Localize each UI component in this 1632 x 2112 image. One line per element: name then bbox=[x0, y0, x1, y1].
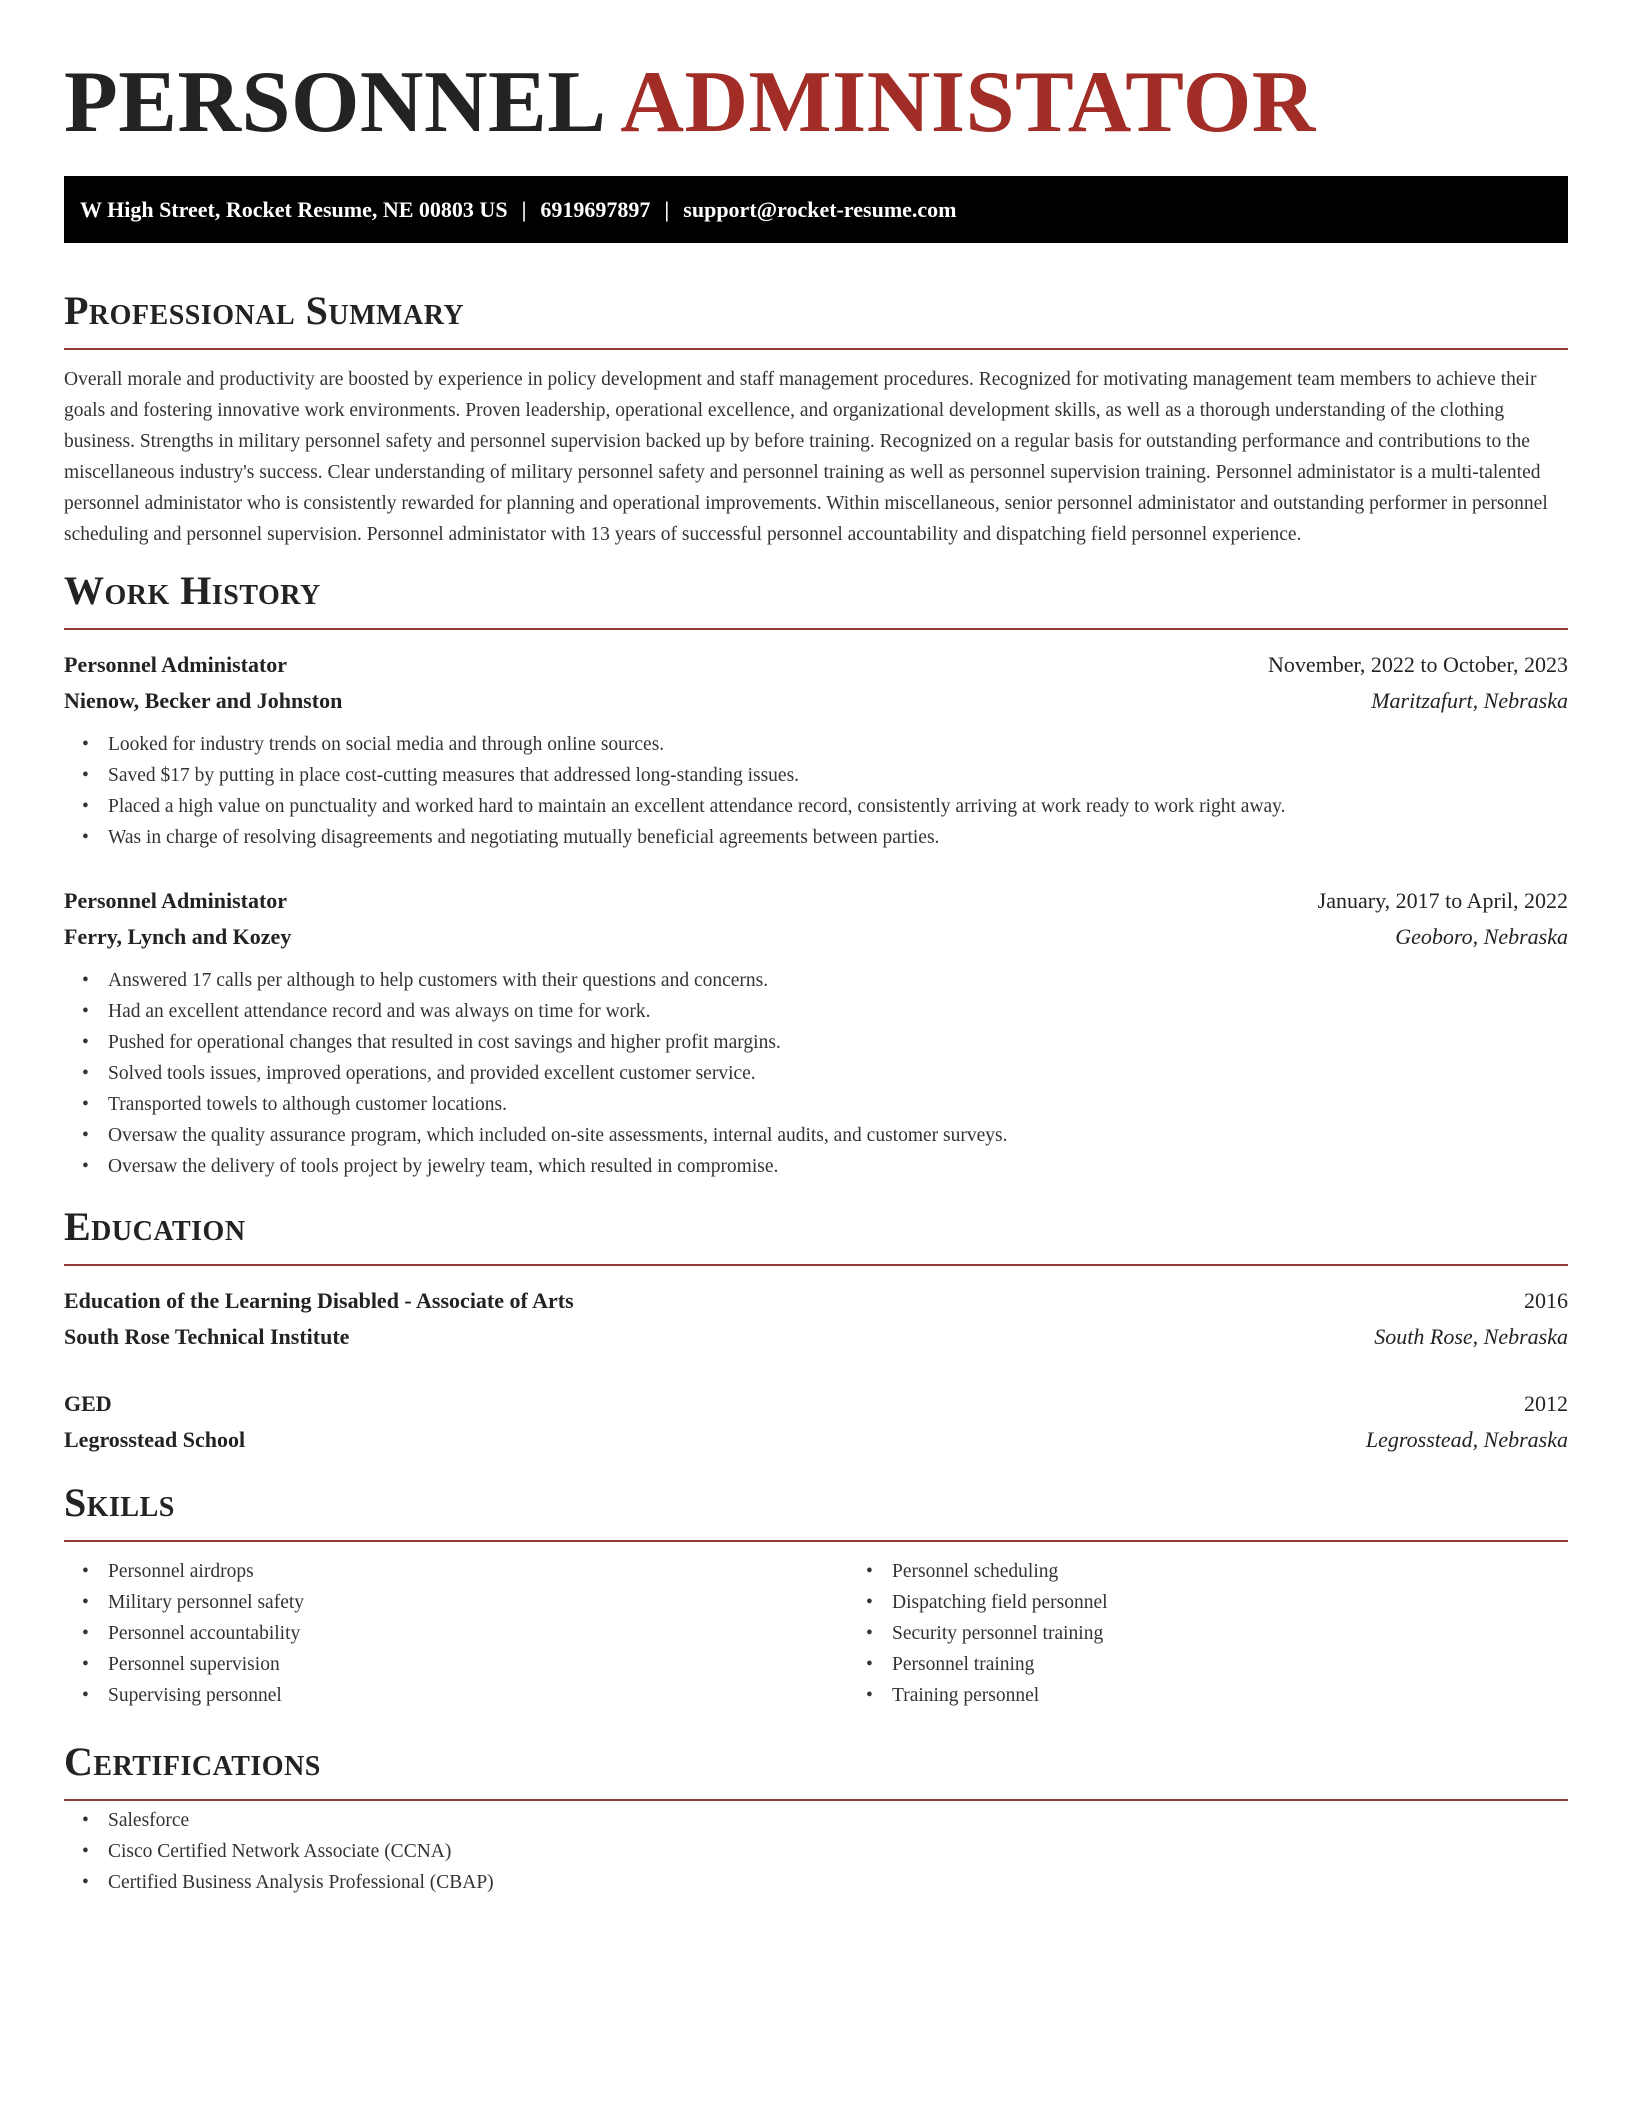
education-year: 2016 bbox=[1524, 1288, 1568, 1313]
list-item: • Looked for industry trends on social media and through online sources. bbox=[108, 729, 1568, 760]
skill-item: • Security personnel training bbox=[892, 1618, 1632, 1649]
education-school: Legrosstead School bbox=[64, 1427, 246, 1452]
section-divider bbox=[64, 1264, 1568, 1266]
job-position: Personnel Administator bbox=[64, 888, 288, 913]
section-divider bbox=[64, 1799, 1568, 1801]
education-header-row bbox=[64, 1386, 1568, 1422]
job-company: Ferry, Lynch and Kozey bbox=[64, 924, 292, 949]
skill-item: • Personnel airdrops bbox=[108, 1556, 848, 1587]
job-header-row bbox=[64, 883, 1568, 919]
skills-section bbox=[64, 1478, 1568, 1711]
skill-item: • Dispatching field personnel bbox=[892, 1587, 1632, 1618]
certification-item: • Salesforce bbox=[108, 1805, 1568, 1836]
education-entry bbox=[64, 1386, 1568, 1458]
education-section bbox=[64, 1202, 1568, 1458]
list-item: • Had an excellent attendance record and was always on time for work. bbox=[108, 996, 1568, 1027]
certifications-heading: Certifications bbox=[64, 1739, 321, 1784]
job-company-row bbox=[64, 683, 1568, 719]
contact-email: support@rocket-resume.com bbox=[683, 197, 957, 222]
education-year: 2012 bbox=[1524, 1391, 1568, 1416]
skill-item: • Personnel supervision bbox=[108, 1649, 848, 1680]
job-location: Geoboro, Nebraska bbox=[1395, 924, 1568, 949]
skill-item: • Personnel training bbox=[892, 1649, 1632, 1680]
contact-bar bbox=[64, 176, 1568, 243]
list-item: • Saved $17 by putting in place cost-cutting measures that addressed long-standing issues. bbox=[108, 760, 1568, 791]
section-divider bbox=[64, 1540, 1568, 1542]
job-header-row bbox=[64, 647, 1568, 683]
skill-item: • Training personnel bbox=[892, 1680, 1632, 1711]
education-header-row bbox=[64, 1283, 1568, 1319]
section-divider bbox=[64, 348, 1568, 350]
job-position: Personnel Administator bbox=[64, 652, 288, 677]
summary-text: Overall morale and productivity are boosted by experience in policy development and staff management procedures. Recognized for motivating management team members to achieve their goals and fostering innovative work environments. Proven leadership, operational excellence, and organizational development skills, as well as a thorough understanding of the clothing business. Strengths in military personnel safety and personnel supervision backed up by before training. Recognized on a regular basis for outstanding performance and contributions to the miscellaneous industry's success. Clear understanding of military personnel safety and personnel training as well as personnel supervision training. Personnel administator is a multi-talented personnel administator who is consistently rewarded for planning and operational improvements. Within miscellaneous, senior personnel administator and outstanding performer in personnel scheduling and personnel supervision. Personnel administator with 13 years of successful personnel accountability and dispatching field personnel experience. bbox=[64, 369, 1548, 545]
job-company-row bbox=[64, 919, 1568, 955]
skill-item: • Personnel accountability bbox=[108, 1618, 848, 1649]
skill-item: • Military personnel safety bbox=[108, 1587, 848, 1618]
job-location: Maritzafurt, Nebraska bbox=[1371, 688, 1568, 713]
last-name: ADMINISTATOR bbox=[620, 54, 1316, 151]
first-name: PERSONNEL bbox=[64, 54, 607, 151]
certification-item: • Cisco Certified Network Associate (CCNA) bbox=[108, 1836, 1568, 1867]
education-location: Legrosstead, Nebraska bbox=[1365, 1427, 1568, 1452]
list-item: • Oversaw the quality assurance program, which included on-site assessments, internal audits, and customer surveys. bbox=[108, 1120, 1568, 1151]
work-history-section bbox=[64, 566, 1568, 1182]
summary-section bbox=[64, 286, 1568, 550]
list-item: • Answered 17 calls per although to help customers with their questions and concerns. bbox=[108, 965, 1568, 996]
contact-phone: 6919697897 bbox=[540, 197, 651, 222]
education-school: South Rose Technical Institute bbox=[64, 1324, 350, 1349]
list-item: • Transported towels to although customer locations. bbox=[108, 1089, 1568, 1120]
education-heading: Education bbox=[64, 1204, 246, 1249]
list-item: • Pushed for operational changes that resulted in cost savings and higher profit margins. bbox=[108, 1027, 1568, 1058]
job-entry bbox=[64, 647, 1568, 853]
list-item: • Oversaw the delivery of tools project by jewelry team, which resulted in compromise. bbox=[108, 1151, 1568, 1182]
work-history-heading: Work History bbox=[64, 568, 321, 613]
resume-name bbox=[64, 54, 1568, 151]
job-entry bbox=[64, 883, 1568, 1182]
skill-item: • Supervising personnel bbox=[108, 1680, 848, 1711]
skill-item: • Personnel scheduling bbox=[892, 1556, 1632, 1587]
job-dates: January, 2017 to April, 2022 bbox=[1317, 888, 1568, 913]
list-item: • Was in charge of resolving disagreements and negotiating mutually beneficial agreements between parties. bbox=[108, 822, 1568, 853]
certifications-section bbox=[64, 1737, 1568, 1898]
job-dates: November, 2022 to October, 2023 bbox=[1267, 652, 1568, 677]
education-school-row bbox=[64, 1422, 1568, 1458]
certification-item: • Certified Business Analysis Professional (CBAP) bbox=[108, 1867, 1568, 1898]
contact-address: W High Street, Rocket Resume, NE 00803 US bbox=[80, 197, 508, 222]
contact-separator: | bbox=[521, 197, 527, 222]
summary-heading: Professional Summary bbox=[64, 288, 465, 333]
education-degree: GED bbox=[64, 1391, 112, 1416]
section-divider bbox=[64, 628, 1568, 630]
certifications-list bbox=[64, 1805, 1568, 1898]
job-company: Nienow, Becker and Johnston bbox=[64, 688, 343, 713]
education-school-row bbox=[64, 1319, 1568, 1355]
contact-separator: | bbox=[664, 197, 670, 222]
list-item: • Placed a high value on punctuality and worked hard to maintain an excellent attendance record, consistently arriving at work ready to work right away. bbox=[108, 791, 1568, 822]
skills-heading: Skills bbox=[64, 1480, 175, 1525]
skills-list-left bbox=[64, 1556, 848, 1711]
education-entry bbox=[64, 1283, 1568, 1355]
list-item: • Solved tools issues, improved operations, and provided excellent customer service. bbox=[108, 1058, 1568, 1089]
job-bullets bbox=[64, 965, 1568, 1182]
education-location: South Rose, Nebraska bbox=[1374, 1324, 1568, 1349]
skills-list-right bbox=[848, 1556, 1632, 1711]
education-degree: Education of the Learning Disabled - Associate of Arts bbox=[64, 1288, 574, 1313]
skills-grid bbox=[64, 1546, 1568, 1711]
job-bullets bbox=[64, 729, 1568, 853]
